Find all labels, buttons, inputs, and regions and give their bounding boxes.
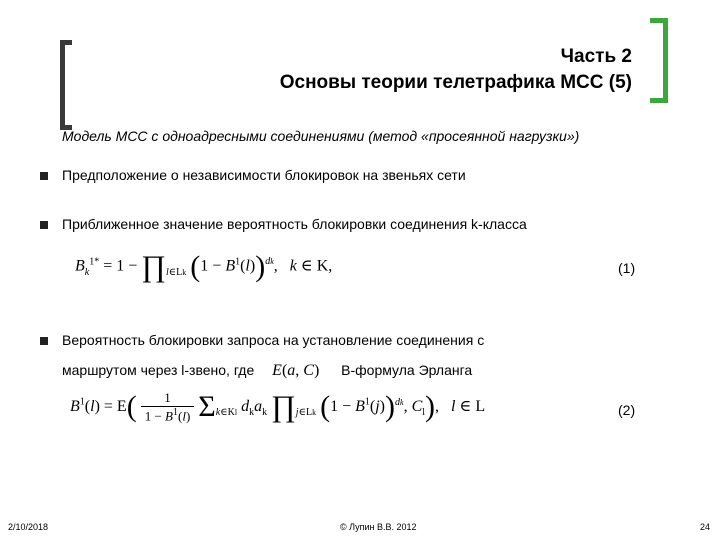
formula-2-fraction: $\frac{1}{1 - B^1(l)}$ [141,390,195,424]
bullet-3-text: Вероятность блокировки запроса на установление соединения с [62,332,485,348]
equation-number-2: (2) [618,402,636,418]
bullet-square-icon [40,337,48,345]
left-bracket-decoration [60,40,72,130]
bullet-3-line-2-a: маршрутом через l-звено, где [62,362,255,378]
formula-1: $B_k^{1*} = 1$ − $\prod_{l\in Lk}$ $(1 - B^1(l))^{dk}$, k ∈ K, [75,250,333,283]
bullet-2-text: Приближенное значение вероятность блокировки соединения k-класса [62,216,527,232]
bullet-square-icon [40,172,48,180]
slide-subtitle: Модель МСС с одноадресными соединениями (метод «просеянной нагрузки») [62,128,580,144]
formula-2: $B^1(l) = E$( $\frac{1}{1 - B^1(l)}$ $\Sigma_{k\in Kl}$ $d_ka_k$ $\prod_{j\in Lk}$ $(1 - B^1(j))^{dk}$, $C_l$), l ∈ L [70,390,486,424]
erlang-notation: E(a, C) [272,362,320,379]
bullet-3-line-2-b: B-формула Эрланга [341,362,473,378]
bullet-2 [40,216,527,232]
footer-page-number: 24 [699,522,710,532]
equation-number-1: (1) [618,260,636,276]
footer-author: © Лупин В.В. 2012 [340,522,417,532]
title-line-2: Основы теории телетрафика МСС (5) [279,72,632,93]
title-line-1: Часть 2 [560,46,632,67]
bullet-square-icon [40,221,48,229]
bullet-1 [40,167,466,183]
footer-date: 2/10/2018 [8,522,49,532]
bullet-1-text: Предположение о независимости блокировок на звеньях сети [62,167,466,183]
slide-title [280,44,632,96]
bullet-3 [40,332,484,348]
bullet-3-line-2 [62,362,472,380]
right-bracket-decoration [650,18,668,103]
